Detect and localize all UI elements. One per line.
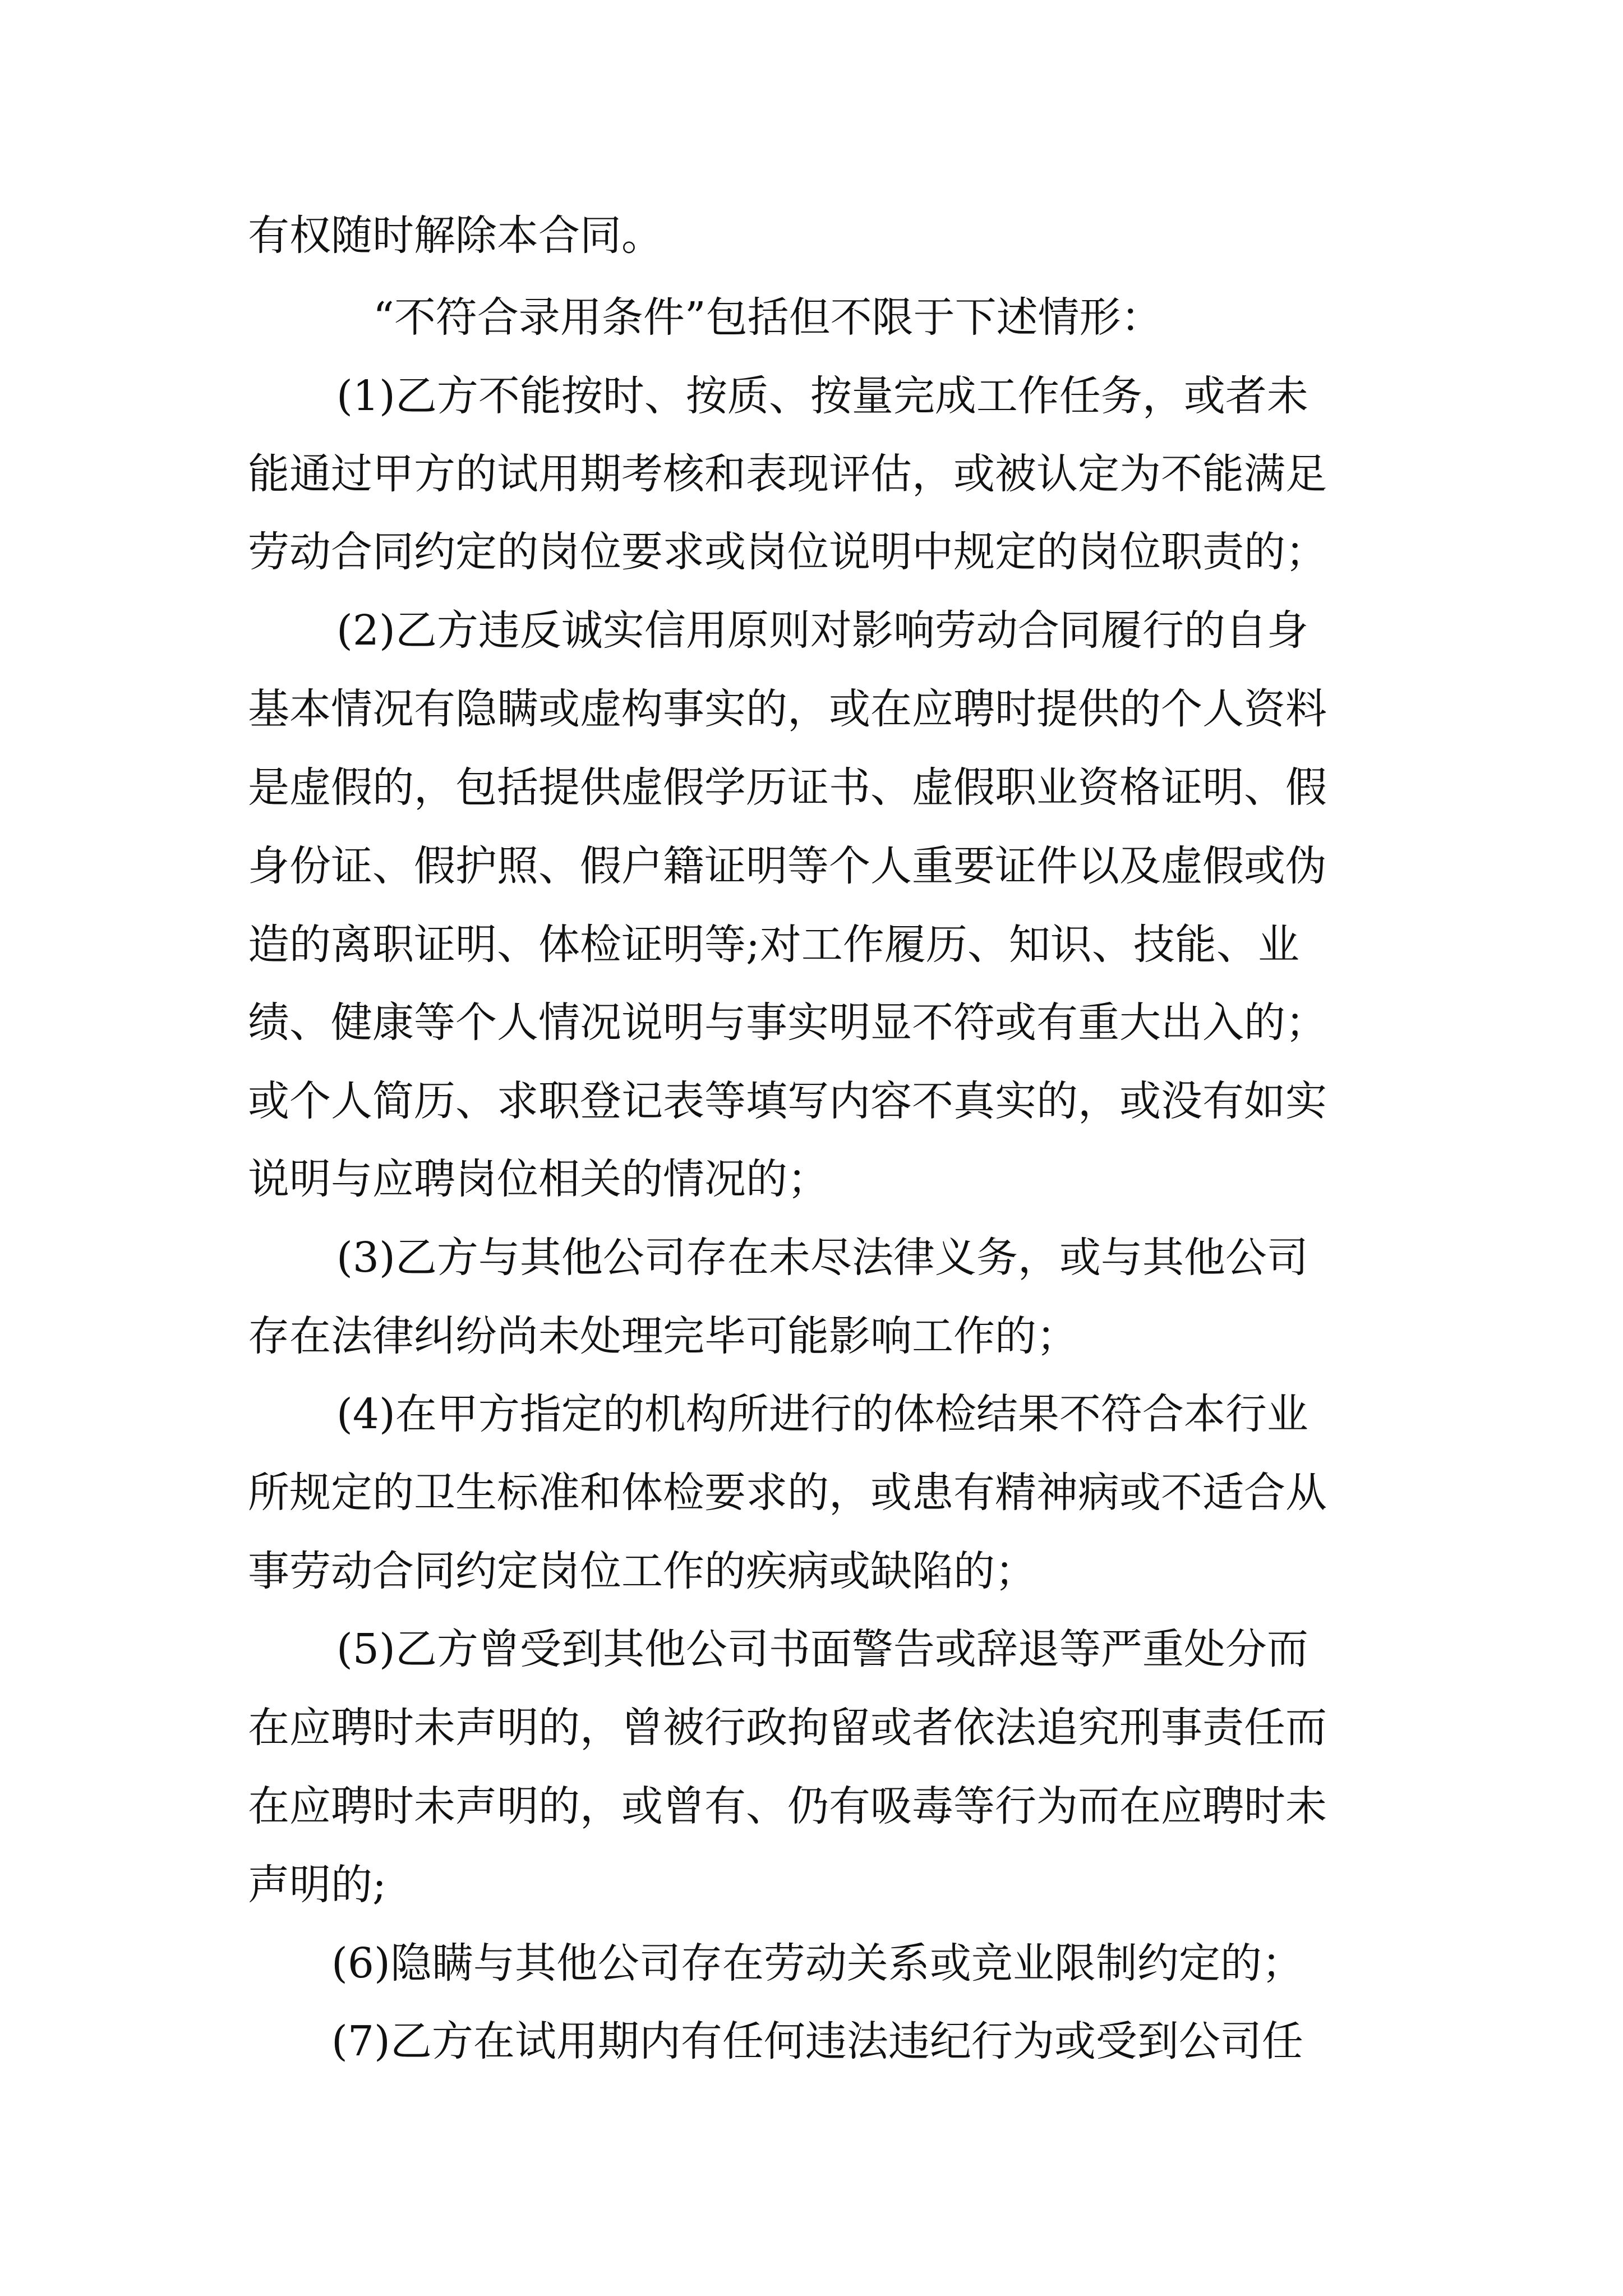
text-line-7: 基本情况有隐瞒或虚构事实的，或在应聘时提供的个人资料: [248, 685, 1327, 733]
text-line-18: 事劳动合同约定岗位工作的疾病或缺陷的；: [248, 1547, 1036, 1595]
text-line-22: 声明的;: [248, 1861, 386, 1909]
text-line-10: 造的离职证明、体检证明等;对工作履历、知识、技能、业: [248, 921, 1299, 969]
text-line-9: 身份证、假护照、假户籍证明等个人重要证件以及虚假或伪: [248, 842, 1327, 890]
text-line-8: 是虚假的，包括提供虚假学历证书、虚假职业资格证明、假: [248, 763, 1327, 812]
text-line-24: (7)乙方在试用期内有任何违法违纪行为或受到公司任: [331, 2017, 1303, 2065]
text-line-3: (1)乙方不能按时、按质、按量完成工作任务，或者未: [336, 372, 1308, 420]
text-line-1: 有权随时解除本合同。: [248, 211, 663, 260]
text-line-12: 或个人简历、求职登记表等填写内容不真实的，或没有如实: [248, 1077, 1327, 1125]
text-line-5: 劳动合同约定的岗位要求或岗位说明中规定的岗位职责的；: [248, 528, 1327, 576]
text-line-20: 在应聘时未声明的，曾被行政拘留或者依法追究刑事责任而: [248, 1704, 1327, 1752]
text-line-19: (5)乙方曾受到其他公司书面警告或辞退等严重处分而: [336, 1625, 1308, 1673]
text-line-14: (3)乙方与其他公司存在未尽法律义务，或与其他公司: [336, 1234, 1308, 1282]
text-line-17: 所规定的卫生标准和体检要求的，或患有精神病或不适合从: [248, 1469, 1327, 1517]
text-line-23: (6)隐瞒与其他公司存在劳动关系或竞业限制约定的；: [331, 1939, 1303, 1987]
text-line-15: 存在法律纠纷尚未处理完毕可能影响工作的；: [248, 1312, 1078, 1360]
text-line-11: 绩、健康等个人情况说明与事实明显不符或有重大出入的；: [248, 999, 1327, 1047]
text-line-16: (4)在甲方指定的机构所进行的体检结果不符合本行业: [336, 1390, 1308, 1438]
text-line-13: 说明与应聘岗位相关的情况的；: [248, 1155, 829, 1203]
text-line-6: (2)乙方违反诚实信用原则对影响劳动合同履行的自身: [336, 606, 1308, 655]
text-line-21: 在应聘时未声明的，或曾有、仍有吸毒等行为而在应聘时未: [248, 1782, 1327, 1830]
text-line-2: “不符合录用条件”包括但不限于下述情形：: [373, 293, 1163, 342]
text-line-4: 能通过甲方的试用期考核和表现评估，或被认定为不能满足: [248, 450, 1327, 498]
